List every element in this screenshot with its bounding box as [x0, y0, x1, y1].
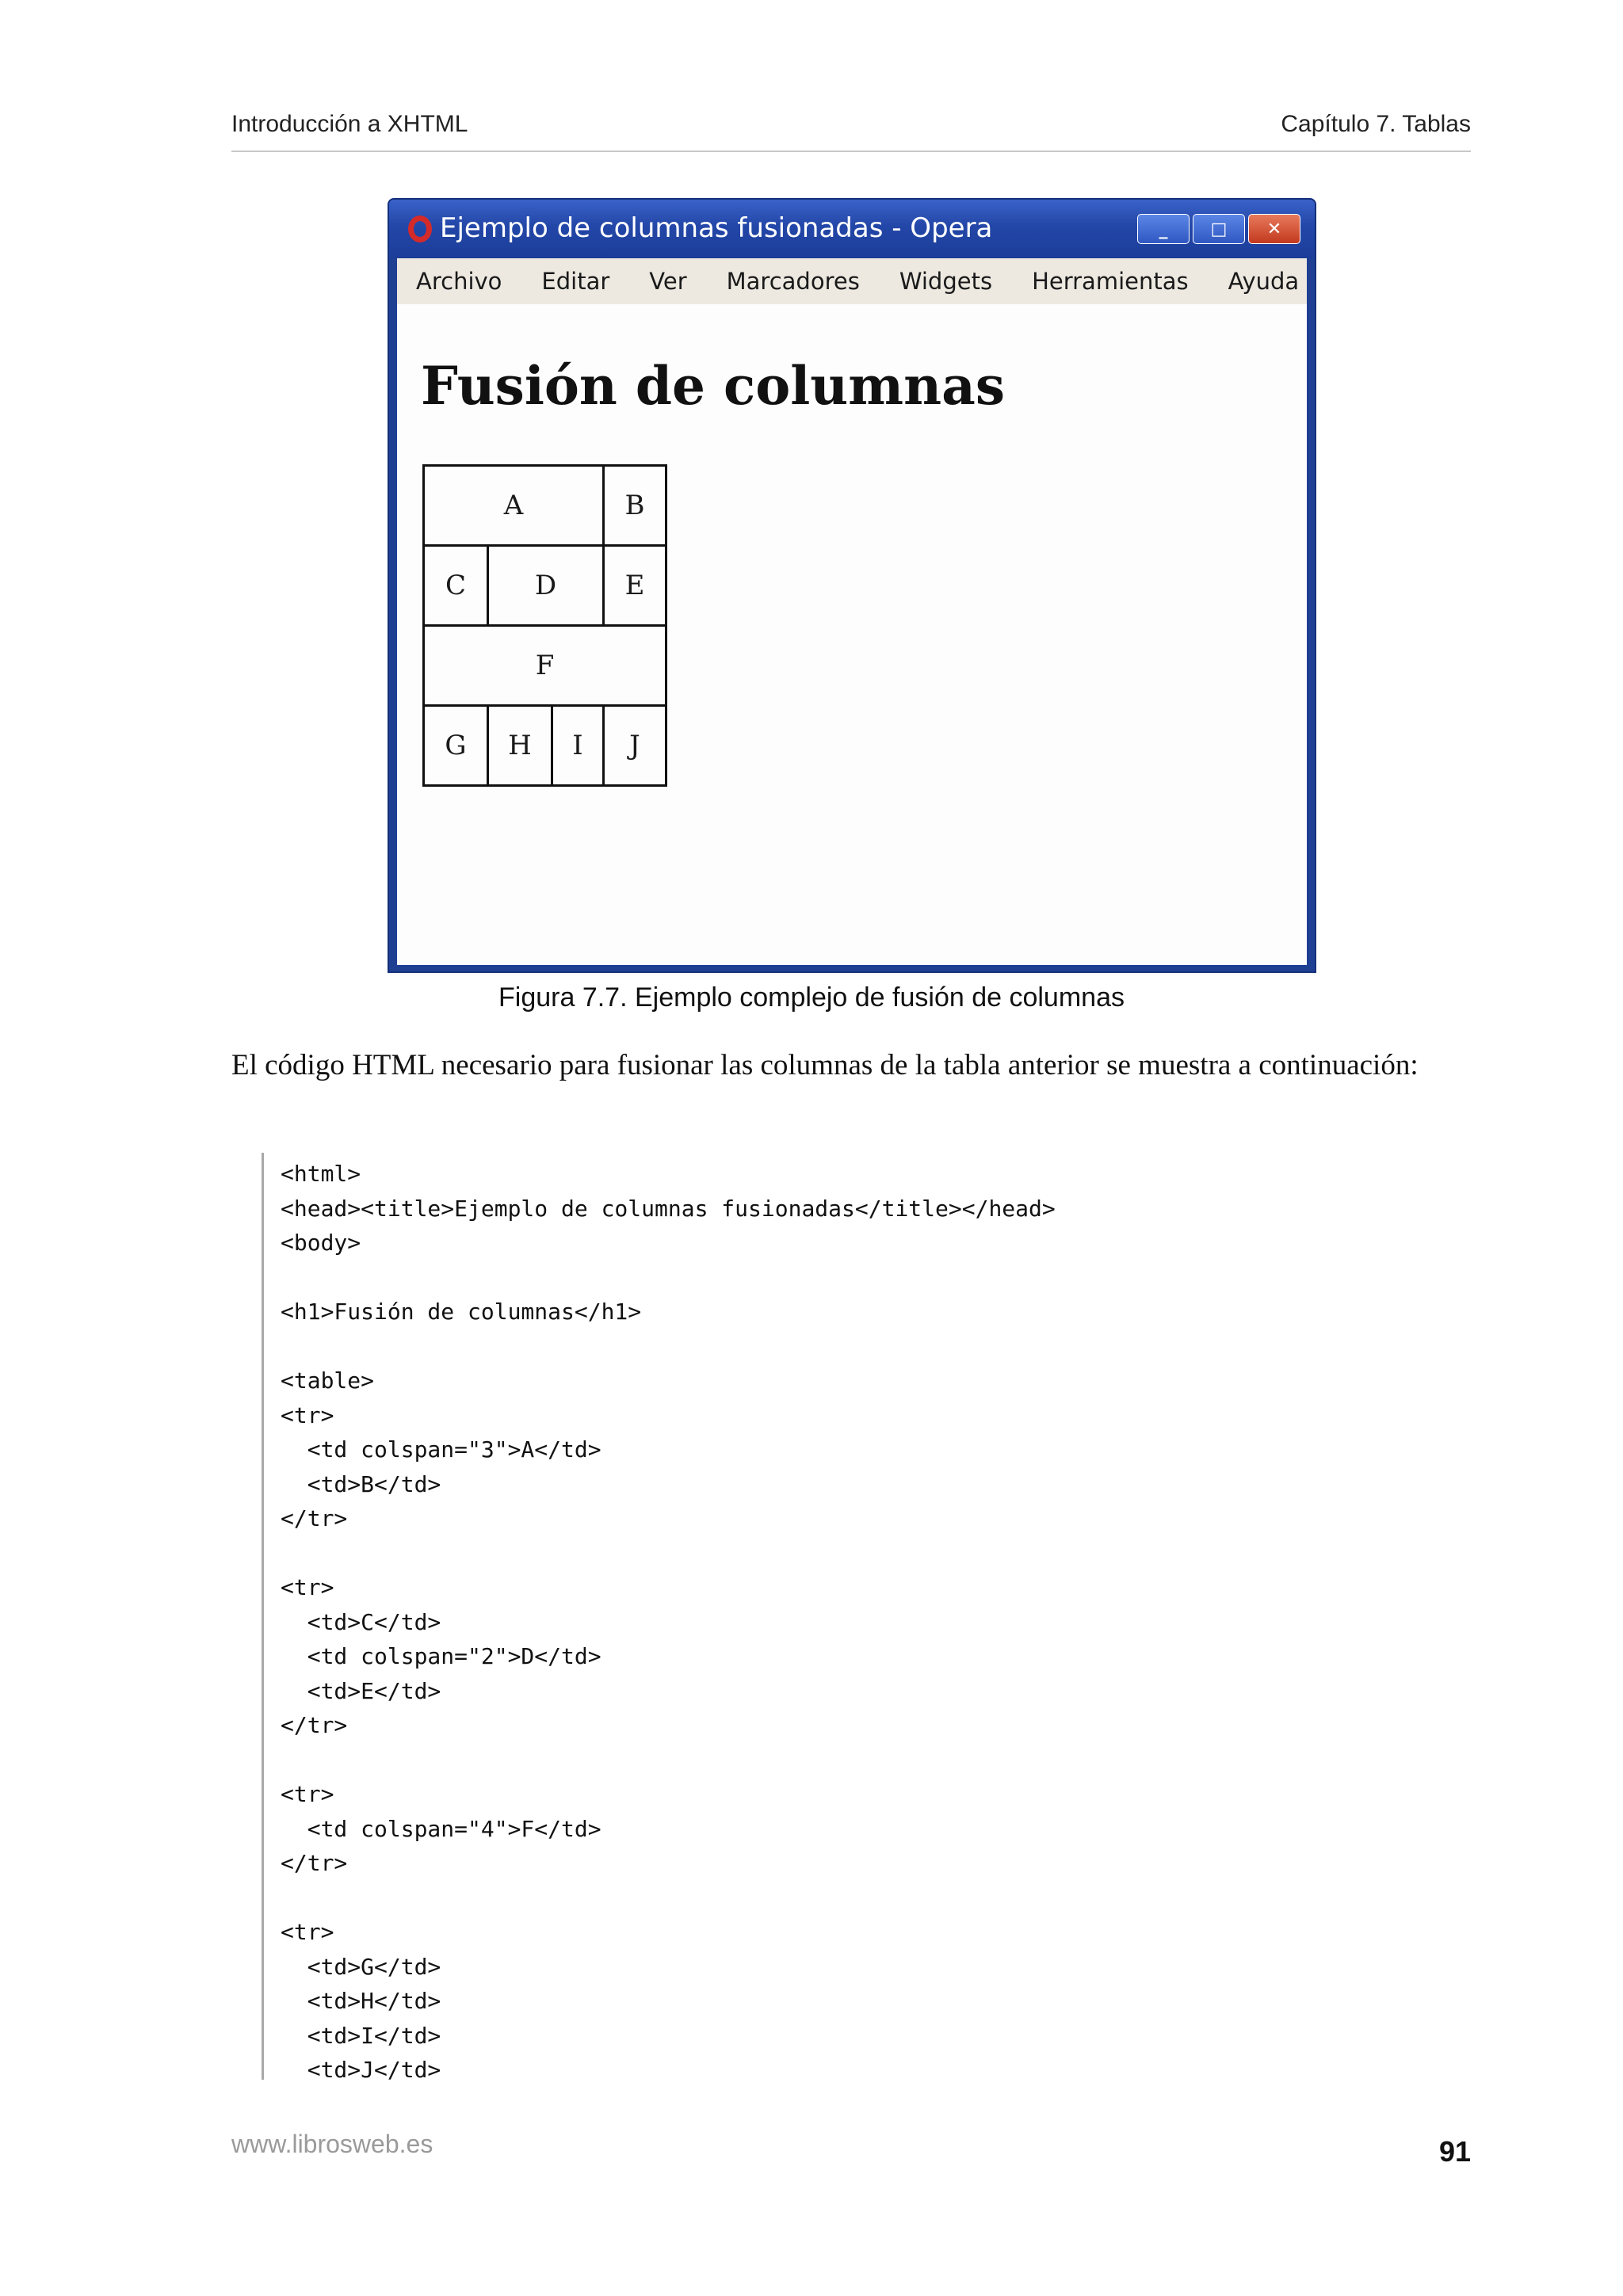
table-cell: H: [488, 706, 552, 786]
window-controls: [1137, 214, 1300, 244]
table-row: [424, 546, 666, 626]
figure-caption: Figura 7.7. Ejemplo complejo de fusión de columnas: [498, 982, 1125, 1013]
menu-ayuda[interactable]: Ayuda: [1228, 268, 1300, 295]
table-cell: J: [604, 706, 666, 786]
demo-merged-table: [422, 464, 667, 787]
menu-herramientas[interactable]: Herramientas: [1032, 268, 1189, 295]
browser-window-screenshot: [388, 198, 1316, 973]
menu-marcadores[interactable]: Marcadores: [726, 268, 860, 295]
table-cell: I: [552, 706, 604, 786]
table-row: [424, 706, 666, 786]
minimize-button[interactable]: _: [1137, 214, 1190, 244]
code-block-bar: [262, 1153, 264, 2080]
header-book-title: Introducción a XHTML: [231, 111, 468, 137]
body-paragraph: El código HTML necesario para fusionar las columnas de la tabla anterior se muestra a continuación:: [231, 1049, 1419, 1081]
menu-archivo[interactable]: Archivo: [416, 268, 502, 295]
maximize-button[interactable]: □: [1193, 214, 1245, 244]
table-cell: D: [488, 546, 604, 626]
table-cell: B: [604, 466, 666, 546]
table-cell: F: [424, 626, 666, 706]
browser-content-area: [397, 258, 1307, 965]
footer-url[interactable]: www.librosweb.es: [231, 2130, 433, 2158]
menu-bar: [397, 258, 1307, 304]
menu-editar[interactable]: Editar: [541, 268, 610, 295]
table-cell: E: [604, 546, 666, 626]
table-row: [424, 466, 666, 546]
table-row: [424, 626, 666, 706]
close-button[interactable]: ✕: [1248, 214, 1300, 244]
page-number: 91: [1438, 2135, 1471, 2168]
opera-logo-icon: [408, 215, 432, 242]
window-title: Ejemplo de columnas fusionadas - Opera: [440, 212, 993, 244]
code-listing: <html> <head><title>Ejemplo de columnas fusionadas</title></head> <body> <h1>Fusión de columnas</h1> <table> <tr> <td colspan="3">A</td> <td>B</td> </tr> <tr> <td>C</td> <td colspan="2">D</td> <td>E</td> </tr> <tr> <td colspan="4">F</td> </tr> <tr> <td>G</td> <td>H</td> <td>I</td> <td>J</td>: [281, 1161, 1056, 2083]
menu-ver[interactable]: Ver: [649, 268, 687, 295]
demo-heading: Fusión de columnas: [421, 355, 1006, 417]
table-cell: A: [424, 466, 604, 546]
table-cell: C: [424, 546, 488, 626]
window-titlebar: [389, 200, 1315, 258]
table-cell: G: [424, 706, 488, 786]
header-chapter-title: Capítulo 7. Tablas: [1281, 111, 1471, 137]
page-header: [231, 111, 1471, 152]
menu-widgets[interactable]: Widgets: [899, 268, 993, 295]
